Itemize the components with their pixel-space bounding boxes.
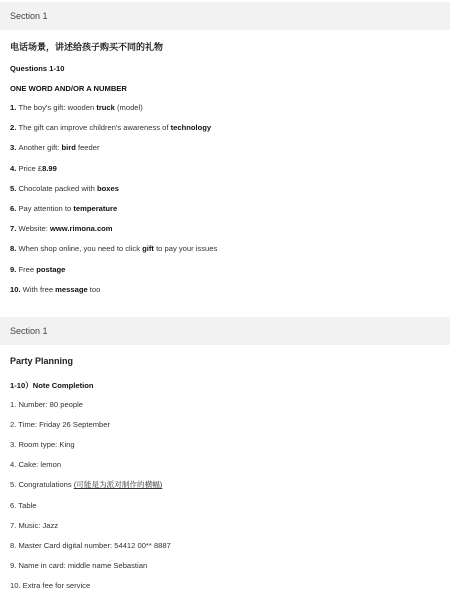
questions-label: Questions 1-10 [10, 64, 65, 73]
section-header-2: Section 1 [0, 317, 450, 345]
answer-keyword: boxes [96, 183, 119, 193]
item-number: 8. [10, 244, 19, 254]
list-item [10, 184, 119, 194]
page-title: Party Planning [10, 356, 74, 366]
note-text: 2. Time: Friday 26 September [10, 420, 111, 430]
section-header: Section 1 [0, 2, 450, 30]
item-text: When shop online, you need to click [18, 244, 143, 254]
list-item [10, 244, 217, 254]
item-text: Pay attention to [18, 204, 74, 213]
note-item [10, 581, 90, 591]
note-text: 5. Congratulations [10, 480, 74, 490]
list-item [10, 103, 143, 113]
item-number: 3. [10, 143, 19, 153]
note-item [10, 541, 171, 551]
item-number: 6. [10, 204, 19, 213]
item-text-suffix: too [87, 284, 101, 294]
item-text: With free [22, 284, 56, 294]
item-number: 10. [10, 284, 23, 294]
note-annotation: (可能是为派对制作的横幅) [73, 480, 163, 490]
list-item [10, 143, 100, 153]
list-item [10, 285, 100, 295]
item-text-suffix: feeder [75, 143, 100, 153]
note-text: 3. Room type: King [10, 440, 75, 450]
instruction-label: ONE WORD AND/OR A NUMBER [10, 84, 127, 93]
item-text-suffix: to pay your issues [153, 244, 218, 254]
list-item [10, 123, 211, 133]
item-number: 9. [10, 264, 19, 274]
answer-keyword: gift [142, 244, 154, 254]
note-text: 6. Table [10, 500, 37, 510]
item-text: Price £ [18, 163, 43, 173]
list-item [10, 224, 113, 234]
note-completion-label: 1-10）Note Completion [10, 381, 94, 390]
list-item [10, 164, 57, 174]
note-text: 8. Master Card digital number: 54412 00** 8887 [10, 540, 171, 550]
item-number: 2. [10, 123, 19, 133]
note-item [10, 561, 147, 571]
note-text: 4. Cake: lemon [10, 460, 62, 470]
list-item [10, 204, 117, 214]
item-text: The boy's gift: wooden [18, 103, 97, 112]
note-text: 7. Music: Jazz [10, 520, 59, 530]
answer-keyword: postage [36, 264, 66, 274]
note-text: 1. Number: 80 people [10, 400, 84, 409]
item-number: 5. [10, 183, 19, 193]
answer-keyword: 8.99 [42, 163, 57, 173]
item-text: Free [18, 264, 37, 274]
item-text: Website: [18, 224, 50, 234]
note-item [10, 501, 36, 511]
answer-keyword: bird [61, 143, 76, 153]
item-text: The gift can improve children's awareness of [18, 123, 171, 133]
item-text-suffix: (model) [114, 103, 143, 112]
answer-keyword: temperature [73, 204, 118, 213]
item-text: Chocolate packed with [18, 183, 97, 193]
item-number: 7. [10, 224, 19, 234]
note-item [10, 400, 83, 410]
item-number: 4. [10, 163, 19, 173]
note-item [10, 440, 75, 450]
answer-keyword: truck [96, 103, 115, 112]
note-text: 10. Extra fee for service [10, 580, 91, 590]
note-item [10, 460, 61, 470]
answer-keyword: message [55, 284, 88, 294]
note-item [10, 420, 110, 430]
note-item [10, 521, 58, 531]
answer-keyword: technology [170, 123, 212, 133]
answer-keyword: www.rimona.com [49, 224, 113, 234]
list-item [10, 265, 65, 275]
item-text: Another gift: [18, 143, 62, 153]
item-number: 1. [10, 103, 19, 112]
note-item [10, 480, 162, 490]
note-text: 9. Name in card: middle name Sebastian [10, 560, 148, 570]
scenario-heading: 电话场景，讲述给孩子购买不同的礼物 [10, 42, 164, 52]
